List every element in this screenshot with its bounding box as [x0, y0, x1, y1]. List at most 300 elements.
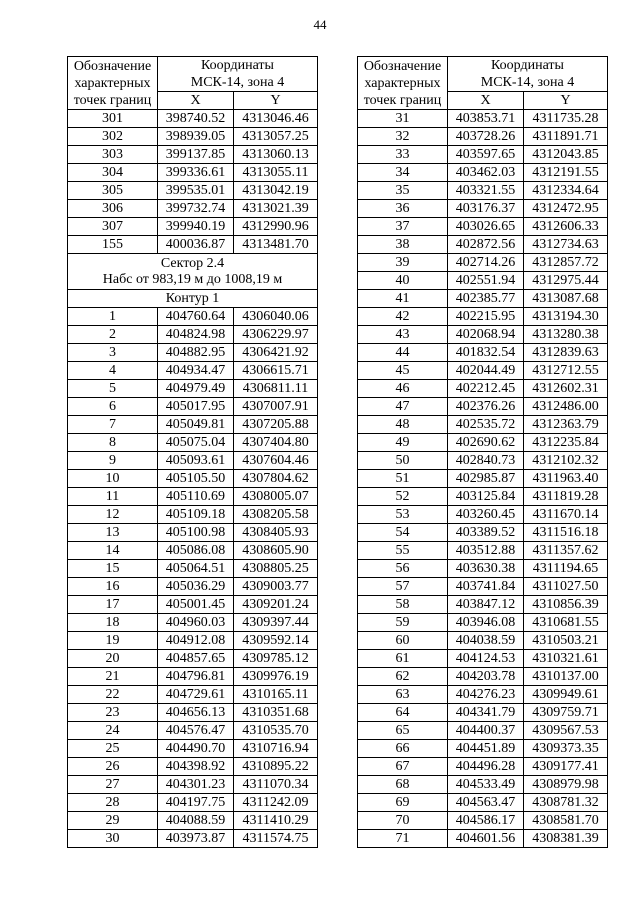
table-row [358, 506, 608, 524]
y-coordinate-cell: 4308805.25 [234, 560, 318, 578]
y-coordinate-cell: 4311735.28 [524, 110, 608, 128]
table-row [358, 344, 608, 362]
x-coordinate-cell: 404882.95 [158, 344, 234, 362]
x-coordinate-cell: 405086.08 [158, 542, 234, 560]
x-coordinate-cell: 405064.51 [158, 560, 234, 578]
table-row [68, 146, 318, 164]
table-row [68, 524, 318, 542]
table-row [68, 308, 318, 326]
x-coordinate-cell: 402840.73 [448, 452, 524, 470]
y-coordinate-cell: 4308781.32 [524, 794, 608, 812]
y-coordinate-cell: 4313481.70 [234, 236, 318, 254]
point-id-cell: 55 [358, 542, 448, 560]
point-id-cell: 307 [68, 218, 158, 236]
x-coordinate-cell: 404563.47 [448, 794, 524, 812]
table-row [358, 632, 608, 650]
x-coordinate-cell: 403321.55 [448, 182, 524, 200]
y-coordinate-cell: 4311027.50 [524, 578, 608, 596]
table-row [358, 254, 608, 272]
right-table-body [358, 57, 608, 848]
table-row [358, 650, 608, 668]
y-coordinate-cell: 4313057.25 [234, 128, 318, 146]
y-coordinate-cell: 4310137.00 [524, 668, 608, 686]
point-id-cell: 16 [68, 578, 158, 596]
point-id-cell: 24 [68, 722, 158, 740]
sector-subtitle: Набс от 983,19 м до 1008,19 м [102, 271, 283, 287]
y-header: Y [524, 92, 608, 110]
table-row [358, 614, 608, 632]
point-id-cell: 23 [68, 704, 158, 722]
x-coordinate-cell: 403741.84 [448, 578, 524, 596]
x-coordinate-cell: 403026.65 [448, 218, 524, 236]
coordinates-table-right [357, 56, 608, 848]
point-id-cell: 33 [358, 146, 448, 164]
point-id-cell: 9 [68, 452, 158, 470]
designation-line: Обозначение [363, 58, 442, 74]
point-id-cell: 52 [358, 488, 448, 506]
x-coordinate-cell: 404301.23 [158, 776, 234, 794]
x-coordinate-cell: 405093.61 [158, 452, 234, 470]
y-coordinate-cell: 4311357.62 [524, 542, 608, 560]
x-coordinate-cell: 403176.37 [448, 200, 524, 218]
x-coordinate-cell: 402044.49 [448, 362, 524, 380]
table-row [358, 830, 608, 848]
table-row [68, 434, 318, 452]
point-id-cell: 21 [68, 668, 158, 686]
table-row [68, 200, 318, 218]
table-row [68, 596, 318, 614]
point-id-cell: 50 [358, 452, 448, 470]
y-coordinate-cell: 4309397.44 [234, 614, 318, 632]
y-coordinate-cell: 4309759.71 [524, 704, 608, 722]
table-row [68, 488, 318, 506]
x-coordinate-cell: 404857.65 [158, 650, 234, 668]
y-coordinate-cell: 4311242.09 [234, 794, 318, 812]
point-id-cell: 61 [358, 650, 448, 668]
table-row [68, 668, 318, 686]
y-coordinate-cell: 4312857.72 [524, 254, 608, 272]
point-id-cell: 42 [358, 308, 448, 326]
point-id-cell: 65 [358, 722, 448, 740]
x-coordinate-cell: 403847.12 [448, 596, 524, 614]
table-row [358, 308, 608, 326]
designation-line: Обозначение [73, 58, 152, 74]
point-id-cell: 70 [358, 812, 448, 830]
point-id-cell: 34 [358, 164, 448, 182]
point-id-cell: 46 [358, 380, 448, 398]
y-coordinate-cell: 4307205.88 [234, 416, 318, 434]
y-coordinate-cell: 4311819.28 [524, 488, 608, 506]
x-coordinate-cell: 402376.26 [448, 398, 524, 416]
y-coordinate-cell: 4309201.24 [234, 596, 318, 614]
y-coordinate-cell: 4312191.55 [524, 164, 608, 182]
table-row [68, 614, 318, 632]
designation-line: характерных [74, 75, 151, 91]
point-id-cell: 155 [68, 236, 158, 254]
y-coordinate-cell: 4312334.64 [524, 182, 608, 200]
x-coordinate-cell: 405100.98 [158, 524, 234, 542]
table-row [358, 236, 608, 254]
x-coordinate-cell: 404341.79 [448, 704, 524, 722]
x-coordinate-cell: 404533.49 [448, 776, 524, 794]
x-coordinate-cell: 398740.52 [158, 110, 234, 128]
point-id-cell: 6 [68, 398, 158, 416]
x-coordinate-cell: 402872.56 [448, 236, 524, 254]
table-row [358, 560, 608, 578]
table-row [68, 686, 318, 704]
y-coordinate-cell: 4310895.22 [234, 758, 318, 776]
x-coordinate-cell: 403462.03 [448, 164, 524, 182]
y-coordinate-cell: 4311574.75 [234, 830, 318, 848]
table-row [68, 398, 318, 416]
point-id-cell: 67 [358, 758, 448, 776]
coordinates-line: МСК-14, зона 4 [480, 75, 575, 90]
point-id-cell: 304 [68, 164, 158, 182]
y-coordinate-cell: 4313060.13 [234, 146, 318, 164]
x-header: X [448, 92, 524, 110]
y-coordinate-cell: 4312734.63 [524, 236, 608, 254]
point-id-cell: 64 [358, 704, 448, 722]
y-coordinate-cell: 4308605.90 [234, 542, 318, 560]
y-coordinate-cell: 4313280.38 [524, 326, 608, 344]
table-row [68, 506, 318, 524]
point-id-cell: 20 [68, 650, 158, 668]
contour-title: Контур 1 [68, 290, 318, 308]
y-coordinate-cell: 4310321.61 [524, 650, 608, 668]
table-row [358, 740, 608, 758]
y-coordinate-cell: 4311963.40 [524, 470, 608, 488]
point-id-cell: 19 [68, 632, 158, 650]
table-row [68, 218, 318, 236]
x-coordinate-cell: 403389.52 [448, 524, 524, 542]
table-row [358, 434, 608, 452]
point-id-cell: 47 [358, 398, 448, 416]
table-row [358, 110, 608, 128]
x-coordinate-cell: 405001.45 [158, 596, 234, 614]
table-row [358, 362, 608, 380]
y-coordinate-cell: 4313055.11 [234, 164, 318, 182]
table-row [358, 578, 608, 596]
point-id-cell: 59 [358, 614, 448, 632]
x-coordinate-cell: 402385.77 [448, 290, 524, 308]
x-coordinate-cell: 403260.45 [448, 506, 524, 524]
table-row [68, 164, 318, 182]
x-coordinate-cell: 403125.84 [448, 488, 524, 506]
point-id-cell: 30 [68, 830, 158, 848]
y-coordinate-cell: 4309949.61 [524, 686, 608, 704]
x-coordinate-cell: 404038.59 [448, 632, 524, 650]
x-coordinate-cell: 403853.71 [448, 110, 524, 128]
designation-header [358, 57, 448, 110]
table-row [358, 218, 608, 236]
y-coordinate-cell: 4312606.33 [524, 218, 608, 236]
x-coordinate-cell: 404490.70 [158, 740, 234, 758]
coordinates-line: МСК-14, зона 4 [190, 75, 285, 90]
y-coordinate-cell: 4313021.39 [234, 200, 318, 218]
point-id-cell: 41 [358, 290, 448, 308]
point-id-cell: 40 [358, 272, 448, 290]
y-coordinate-cell: 4308205.58 [234, 506, 318, 524]
x-coordinate-cell: 404656.13 [158, 704, 234, 722]
y-coordinate-cell: 4307604.46 [234, 452, 318, 470]
point-id-cell: 7 [68, 416, 158, 434]
x-coordinate-cell: 404601.56 [448, 830, 524, 848]
table-row [68, 632, 318, 650]
x-coordinate-cell: 404960.03 [158, 614, 234, 632]
table-row [68, 236, 318, 254]
coordinates-line: Координаты [201, 58, 274, 73]
y-coordinate-cell: 4309592.14 [234, 632, 318, 650]
x-coordinate-cell: 404124.53 [448, 650, 524, 668]
point-id-cell: 27 [68, 776, 158, 794]
y-coordinate-cell: 4309003.77 [234, 578, 318, 596]
x-coordinate-cell: 399732.74 [158, 200, 234, 218]
table-row [358, 812, 608, 830]
x-coordinate-cell: 402985.87 [448, 470, 524, 488]
point-id-cell: 54 [358, 524, 448, 542]
table-row [68, 560, 318, 578]
y-coordinate-cell: 4308405.93 [234, 524, 318, 542]
point-id-cell: 66 [358, 740, 448, 758]
x-coordinate-cell: 399940.19 [158, 218, 234, 236]
x-coordinate-cell: 405110.69 [158, 488, 234, 506]
table-row [68, 578, 318, 596]
point-id-cell: 71 [358, 830, 448, 848]
x-coordinate-cell: 404912.08 [158, 632, 234, 650]
x-header: X [158, 92, 234, 110]
x-coordinate-cell: 403597.65 [448, 146, 524, 164]
point-id-cell: 1 [68, 308, 158, 326]
point-id-cell: 5 [68, 380, 158, 398]
y-coordinate-cell: 4311670.14 [524, 506, 608, 524]
table-row [68, 758, 318, 776]
x-coordinate-cell: 404088.59 [158, 812, 234, 830]
sector-row [68, 254, 318, 290]
x-coordinate-cell: 402690.62 [448, 434, 524, 452]
x-coordinate-cell: 404496.28 [448, 758, 524, 776]
table-row [358, 722, 608, 740]
table-row [358, 794, 608, 812]
x-coordinate-cell: 403728.26 [448, 128, 524, 146]
x-coordinate-cell: 405017.95 [158, 398, 234, 416]
x-coordinate-cell: 399336.61 [158, 164, 234, 182]
x-coordinate-cell: 402068.94 [448, 326, 524, 344]
y-coordinate-cell: 4311516.18 [524, 524, 608, 542]
point-id-cell: 4 [68, 362, 158, 380]
table-row [68, 470, 318, 488]
sector-title: Сектор 2.4 [160, 255, 225, 271]
y-coordinate-cell: 4308581.70 [524, 812, 608, 830]
point-id-cell: 58 [358, 596, 448, 614]
point-id-cell: 43 [358, 326, 448, 344]
table-row [358, 146, 608, 164]
table-row [358, 686, 608, 704]
table-row [358, 128, 608, 146]
point-id-cell: 51 [358, 470, 448, 488]
point-id-cell: 60 [358, 632, 448, 650]
x-coordinate-cell: 404451.89 [448, 740, 524, 758]
x-coordinate-cell: 403973.87 [158, 830, 234, 848]
y-coordinate-cell: 4308381.39 [524, 830, 608, 848]
table-row [358, 596, 608, 614]
x-coordinate-cell: 400036.87 [158, 236, 234, 254]
x-coordinate-cell: 402212.45 [448, 380, 524, 398]
y-coordinate-cell: 4310856.39 [524, 596, 608, 614]
table-row [358, 452, 608, 470]
table-row [358, 164, 608, 182]
table-row [358, 398, 608, 416]
point-id-cell: 53 [358, 506, 448, 524]
table-row [358, 758, 608, 776]
y-coordinate-cell: 4309785.12 [234, 650, 318, 668]
point-id-cell: 56 [358, 560, 448, 578]
point-id-cell: 22 [68, 686, 158, 704]
designation-line: точек границ [363, 92, 442, 108]
y-coordinate-cell: 4310165.11 [234, 686, 318, 704]
designation-header [68, 57, 158, 110]
point-id-cell: 32 [358, 128, 448, 146]
point-id-cell: 48 [358, 416, 448, 434]
point-id-cell: 12 [68, 506, 158, 524]
table-row [68, 326, 318, 344]
point-id-cell: 306 [68, 200, 158, 218]
point-id-cell: 35 [358, 182, 448, 200]
y-coordinate-cell: 4310681.55 [524, 614, 608, 632]
x-coordinate-cell: 402714.26 [448, 254, 524, 272]
point-id-cell: 28 [68, 794, 158, 812]
y-coordinate-cell: 4312102.32 [524, 452, 608, 470]
designation-line: точек границ [73, 92, 152, 108]
point-id-cell: 14 [68, 542, 158, 560]
y-coordinate-cell: 4312602.31 [524, 380, 608, 398]
x-coordinate-cell: 403946.08 [448, 614, 524, 632]
table-row [358, 326, 608, 344]
point-id-cell: 18 [68, 614, 158, 632]
table-row [68, 830, 318, 848]
table-row [68, 362, 318, 380]
table-row [68, 740, 318, 758]
table-row [68, 380, 318, 398]
table-row [68, 344, 318, 362]
table-row [358, 704, 608, 722]
y-coordinate-cell: 4312486.00 [524, 398, 608, 416]
table-row [358, 290, 608, 308]
point-id-cell: 302 [68, 128, 158, 146]
point-id-cell: 303 [68, 146, 158, 164]
table-row [68, 794, 318, 812]
y-coordinate-cell: 4311891.71 [524, 128, 608, 146]
y-coordinate-cell: 4306811.11 [234, 380, 318, 398]
x-coordinate-cell: 405049.81 [158, 416, 234, 434]
point-id-cell: 39 [358, 254, 448, 272]
y-coordinate-cell: 4312043.85 [524, 146, 608, 164]
y-header: Y [234, 92, 318, 110]
coordinates-line: Координаты [491, 58, 564, 73]
coordinates-table-left [67, 56, 318, 848]
y-coordinate-cell: 4313194.30 [524, 308, 608, 326]
y-coordinate-cell: 4311070.34 [234, 776, 318, 794]
x-coordinate-cell: 405105.50 [158, 470, 234, 488]
table-row [68, 812, 318, 830]
point-id-cell: 68 [358, 776, 448, 794]
table-row [68, 182, 318, 200]
y-coordinate-cell: 4309177.41 [524, 758, 608, 776]
y-coordinate-cell: 4307804.62 [234, 470, 318, 488]
x-coordinate-cell: 402551.94 [448, 272, 524, 290]
y-coordinate-cell: 4312472.95 [524, 200, 608, 218]
designation-line: характерных [364, 75, 441, 91]
table-row [358, 668, 608, 686]
point-id-cell: 57 [358, 578, 448, 596]
point-id-cell: 38 [358, 236, 448, 254]
y-coordinate-cell: 4308005.07 [234, 488, 318, 506]
y-coordinate-cell: 4306229.97 [234, 326, 318, 344]
x-coordinate-cell: 404979.49 [158, 380, 234, 398]
table-row [358, 524, 608, 542]
y-coordinate-cell: 4310351.68 [234, 704, 318, 722]
page-number: 44 [313, 17, 327, 32]
y-coordinate-cell: 4309567.53 [524, 722, 608, 740]
y-coordinate-cell: 4310535.70 [234, 722, 318, 740]
table-row [358, 272, 608, 290]
x-coordinate-cell: 404398.92 [158, 758, 234, 776]
point-id-cell: 26 [68, 758, 158, 776]
x-coordinate-cell: 405109.18 [158, 506, 234, 524]
x-coordinate-cell: 404203.78 [448, 668, 524, 686]
point-id-cell: 305 [68, 182, 158, 200]
y-coordinate-cell: 4310503.21 [524, 632, 608, 650]
y-coordinate-cell: 4308979.98 [524, 776, 608, 794]
y-coordinate-cell: 4311410.29 [234, 812, 318, 830]
y-coordinate-cell: 4312363.79 [524, 416, 608, 434]
table-row [68, 704, 318, 722]
y-coordinate-cell: 4312839.63 [524, 344, 608, 362]
point-id-cell: 31 [358, 110, 448, 128]
table-row [358, 776, 608, 794]
y-coordinate-cell: 4313042.19 [234, 182, 318, 200]
x-coordinate-cell: 403512.88 [448, 542, 524, 560]
point-id-cell: 49 [358, 434, 448, 452]
x-coordinate-cell: 404729.61 [158, 686, 234, 704]
x-coordinate-cell: 398939.05 [158, 128, 234, 146]
table-row [68, 110, 318, 128]
point-id-cell: 15 [68, 560, 158, 578]
y-coordinate-cell: 4312990.96 [234, 218, 318, 236]
x-coordinate-cell: 404934.47 [158, 362, 234, 380]
x-coordinate-cell: 404586.17 [448, 812, 524, 830]
table-row [68, 416, 318, 434]
point-id-cell: 45 [358, 362, 448, 380]
point-id-cell: 36 [358, 200, 448, 218]
coordinates-header [448, 57, 608, 92]
y-coordinate-cell: 4312712.55 [524, 362, 608, 380]
x-coordinate-cell: 404276.23 [448, 686, 524, 704]
point-id-cell: 29 [68, 812, 158, 830]
point-id-cell: 17 [68, 596, 158, 614]
y-coordinate-cell: 4310716.94 [234, 740, 318, 758]
coordinates-header [158, 57, 318, 92]
x-coordinate-cell: 404824.98 [158, 326, 234, 344]
x-coordinate-cell: 405036.29 [158, 578, 234, 596]
point-id-cell: 25 [68, 740, 158, 758]
y-coordinate-cell: 4309976.19 [234, 668, 318, 686]
y-coordinate-cell: 4307007.91 [234, 398, 318, 416]
x-coordinate-cell: 403630.38 [448, 560, 524, 578]
x-coordinate-cell: 404400.37 [448, 722, 524, 740]
table-row [358, 488, 608, 506]
x-coordinate-cell: 402215.95 [448, 308, 524, 326]
point-id-cell: 69 [358, 794, 448, 812]
